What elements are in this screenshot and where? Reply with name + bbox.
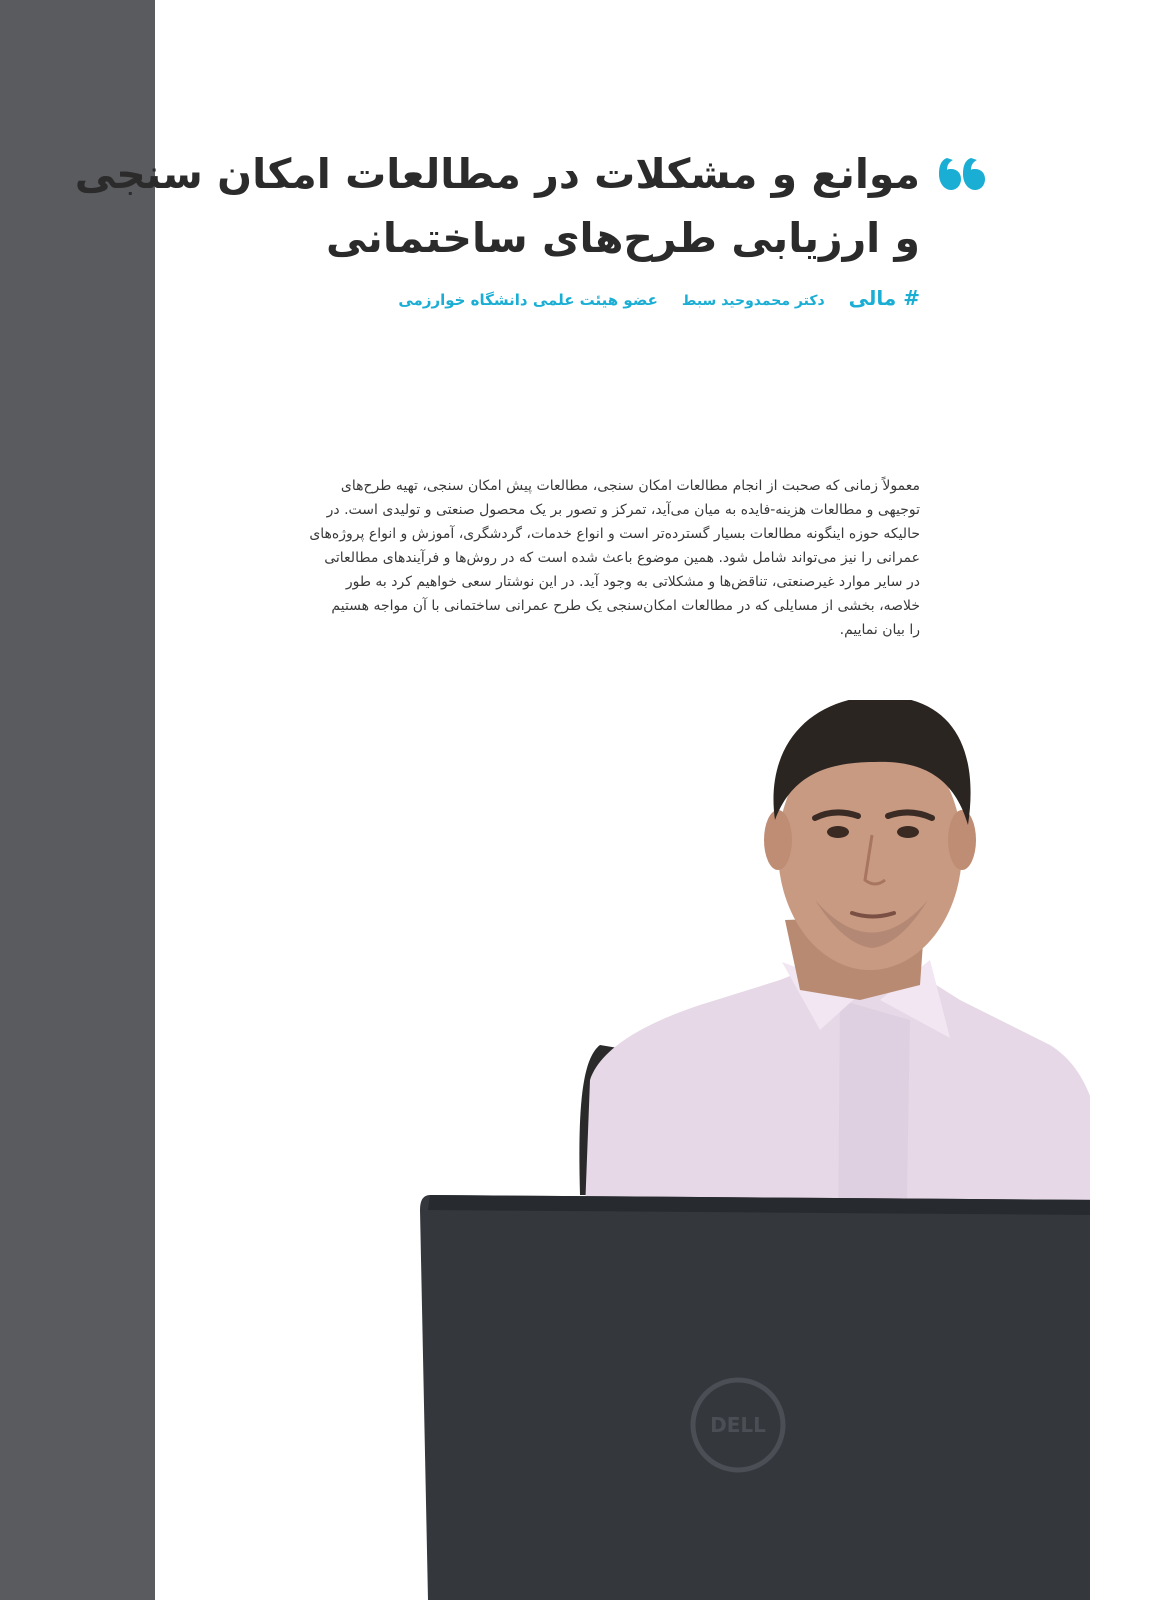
title-line-2: و ارزیابی طرح‌های ساختمانی bbox=[325, 214, 920, 262]
author-affiliation: عضو هیئت علمی دانشگاه خوارزمی bbox=[398, 291, 658, 309]
article-page bbox=[74, 0, 1163, 1600]
author-photo bbox=[260, 700, 1090, 1600]
section-tag: # مالی bbox=[848, 286, 920, 310]
intro-line: عمرانی را نیز می‌تواند شامل شود. همین موضوع باعث شده است که در روش‌ها و فرآیندهای مطالعاتی bbox=[324, 550, 920, 566]
laptop-logo-text: DELL bbox=[710, 1413, 766, 1437]
side-band bbox=[0, 0, 155, 1600]
opening-quote-icon bbox=[937, 148, 987, 198]
byline bbox=[398, 286, 920, 310]
author-name: دکتر محمدوحید سبط bbox=[681, 293, 825, 309]
intro-line: معمولاً زمانی که صحبت از انجام مطالعات امکان سنجی، مطالعات پیش امکان سنجی، تهیه طرح‌های bbox=[340, 478, 920, 494]
article-title bbox=[74, 142, 920, 270]
title-line-1: موانع و مشکلات در مطالعات امکان سنجی bbox=[74, 150, 920, 198]
intro-line: حالیکه حوزه اینگونه مطالعات بسیار گسترده‌تر است و انواع خدمات، گردشگری، آموزش و انواع پروژه‌های bbox=[309, 526, 920, 542]
intro-line: توجیهی و مطالعات هزینه-فایده به میان می‌آید، تمرکز و تصور بر یک محصول صنعتی و تولیدی است. در bbox=[326, 502, 920, 518]
intro-line: را بیان نماییم. bbox=[839, 622, 920, 638]
laptop-lid bbox=[420, 1195, 1090, 1600]
intro-line: در سایر موارد غیرصنعتی، تناقض‌ها و مشکلاتی به وجود آید. در این نوشتار سعی خواهیم کرد به طور bbox=[345, 574, 920, 590]
intro-line: خلاصه، بخشی از مسایلی که در مطالعات امکان‌سنجی یک طرح عمرانی ساختمانی با آن مواجه هستیم bbox=[331, 598, 920, 614]
intro-paragraph bbox=[295, 474, 920, 642]
